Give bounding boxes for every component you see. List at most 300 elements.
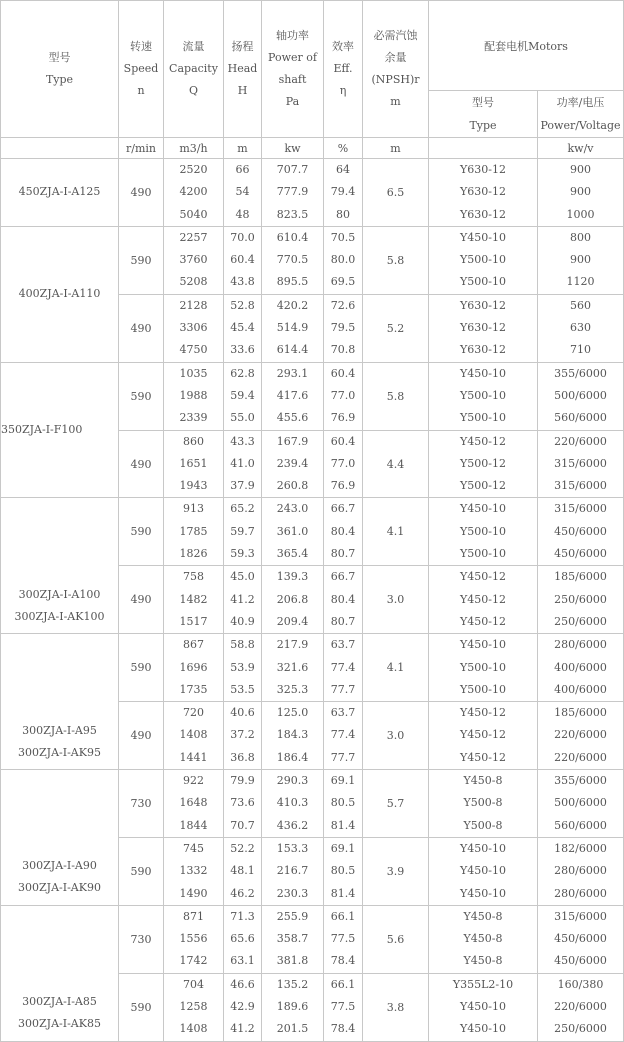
efficiency-value: 80.5 <box>330 864 356 878</box>
header-efficiency: 效率 Eff. η <box>324 1 363 138</box>
motor-power-value: 250/6000 <box>554 614 607 628</box>
motor-power-value: 900 <box>570 185 591 199</box>
power-value: 186.4 <box>276 750 309 764</box>
efficiency-cell <box>324 566 363 634</box>
power-cell <box>262 159 324 227</box>
power-list <box>262 838 323 905</box>
motor-type-value: Y500-10 <box>460 275 506 289</box>
motor-power-list <box>538 498 623 565</box>
motor-type-value: Y450-12 <box>460 706 506 720</box>
motor-type-cell <box>429 973 538 1041</box>
motor-power-list <box>538 702 623 769</box>
head-cell <box>224 634 262 702</box>
motor-type-list <box>429 770 537 837</box>
motor-type-value: Y500-10 <box>460 388 506 402</box>
capacity-value: 1490 <box>179 886 208 900</box>
head-value: 41.0 <box>230 456 255 470</box>
power-value: 777.9 <box>276 185 309 199</box>
speed-value: 490 <box>130 729 152 743</box>
capacity-list <box>164 431 223 498</box>
speed-cell <box>119 837 164 905</box>
capacity-cell <box>164 226 224 294</box>
head-value: 58.8 <box>230 638 255 652</box>
power-value: 417.6 <box>276 388 309 402</box>
efficiency-value: 63.7 <box>330 638 356 652</box>
head-value: 62.8 <box>230 366 255 380</box>
power-list <box>262 159 323 226</box>
motor-type-value: Y630-12 <box>460 207 506 221</box>
head-list <box>224 566 261 633</box>
speed-value: 590 <box>130 661 152 675</box>
capacity-value: 1408 <box>179 728 208 742</box>
motor-type-value: Y630-12 <box>460 185 506 199</box>
capacity-list <box>164 498 223 565</box>
header-power-of-shaft: 轴功率 Power of shaft Pa <box>262 1 324 138</box>
efficiency-list <box>324 498 362 565</box>
motor-power-cell <box>538 634 624 702</box>
head-value: 70.7 <box>230 818 255 832</box>
motor-type-cell <box>429 905 538 973</box>
power-value: 436.2 <box>276 818 309 832</box>
npsh-value: 3.8 <box>386 1000 405 1014</box>
power-list <box>262 498 323 565</box>
efficiency-value: 80.0 <box>330 253 356 267</box>
npsh-value: 5.8 <box>386 389 405 403</box>
motor-type-cell <box>429 362 538 430</box>
efficiency-value: 77.0 <box>330 388 356 402</box>
motor-type-value: Y630-12 <box>460 163 506 176</box>
motor-type-cell <box>429 634 538 702</box>
motor-type-value: Y630-12 <box>460 321 506 335</box>
capacity-value: 1696 <box>179 660 208 674</box>
capacity-list <box>164 702 223 769</box>
capacity-value: 745 <box>183 841 204 855</box>
power-cell <box>262 973 324 1041</box>
motor-power-cell <box>538 294 624 362</box>
head-cell <box>224 905 262 973</box>
head-value: 54 <box>235 185 250 199</box>
motor-type-cell <box>429 294 538 362</box>
motor-power-cell <box>538 498 624 566</box>
capacity-cell <box>164 702 224 770</box>
motor-type-cell <box>429 566 538 634</box>
power-cell <box>262 566 324 634</box>
efficiency-value: 63.7 <box>330 706 356 720</box>
unit-efficiency: % <box>324 138 363 159</box>
header-head: 扬程 Head H <box>224 1 262 138</box>
head-value: 41.2 <box>230 592 255 606</box>
motor-power-value: 800 <box>570 230 591 244</box>
motor-power-value: 250/6000 <box>554 1022 607 1036</box>
efficiency-list <box>324 838 362 905</box>
model-cell <box>1 634 119 770</box>
motor-type-value: Y450-8 <box>463 774 503 788</box>
motor-power-cell <box>538 837 624 905</box>
power-list <box>262 295 323 362</box>
capacity-value: 1648 <box>179 796 208 810</box>
efficiency-value: 80 <box>336 207 350 221</box>
motor-type-value: Y450-10 <box>460 864 506 878</box>
model-name: 400ZJA-I-A110 <box>18 287 101 301</box>
npsh-value: 4.1 <box>386 525 405 539</box>
capacity-cell <box>164 770 224 838</box>
efficiency-cell <box>324 634 363 702</box>
speed-cell <box>119 294 164 362</box>
head-value: 66 <box>235 163 250 176</box>
capacity-cell <box>164 905 224 973</box>
power-value: 410.3 <box>276 796 309 810</box>
motor-type-value: Y450-10 <box>460 841 506 855</box>
head-value: 59.7 <box>230 524 255 538</box>
table-row <box>1 226 624 294</box>
speed-cell <box>119 498 164 566</box>
capacity-value: 1844 <box>179 818 208 832</box>
model-name: 300ZJA-I-A95 <box>22 723 97 737</box>
model-cell <box>1 498 119 634</box>
motor-power-value: 185/6000 <box>554 570 607 584</box>
motor-type-list <box>429 906 537 973</box>
efficiency-list <box>324 566 362 633</box>
npsh-cell <box>363 430 429 498</box>
speed-cell <box>119 770 164 838</box>
motor-power-value: 220/6000 <box>554 750 607 764</box>
power-value: 325.3 <box>276 682 309 696</box>
motor-type-cell <box>429 837 538 905</box>
npsh-value: 5.6 <box>386 932 405 946</box>
power-value: 321.6 <box>276 660 309 674</box>
head-value: 45.0 <box>230 570 255 584</box>
motor-power-list <box>538 906 623 973</box>
motor-power-cell <box>538 226 624 294</box>
motor-type-value: Y450-10 <box>460 999 506 1013</box>
power-value: 216.7 <box>276 864 309 878</box>
npsh-value: 5.8 <box>386 253 405 267</box>
efficiency-cell <box>324 837 363 905</box>
motor-power-value: 280/6000 <box>554 864 607 878</box>
npsh-value: 5.2 <box>386 321 405 335</box>
power-value: 125.0 <box>276 706 309 720</box>
motor-power-cell <box>538 566 624 634</box>
motor-power-cell <box>538 973 624 1041</box>
motor-type-list <box>429 363 537 430</box>
motor-power-value: 450/6000 <box>554 547 607 561</box>
capacity-cell <box>164 362 224 430</box>
npsh-value: 5.7 <box>386 796 405 810</box>
motor-power-value: 900 <box>570 253 591 267</box>
motor-power-cell <box>538 702 624 770</box>
motor-power-list <box>538 566 623 633</box>
capacity-cell <box>164 498 224 566</box>
capacity-value: 2128 <box>179 298 208 312</box>
power-value: 361.0 <box>276 524 309 538</box>
head-list <box>224 431 261 498</box>
head-value: 48 <box>235 207 250 221</box>
speed-value: 730 <box>130 796 152 810</box>
npsh-value: 3.0 <box>386 593 405 607</box>
motor-power-value: 250/6000 <box>554 592 607 606</box>
power-value: 189.6 <box>276 999 309 1013</box>
power-value: 823.5 <box>276 207 309 221</box>
model-cell <box>1 770 119 906</box>
efficiency-value: 78.4 <box>330 1022 356 1036</box>
power-list <box>262 431 323 498</box>
power-value: 455.6 <box>276 411 309 425</box>
motor-power-value: 900 <box>570 163 591 176</box>
unit-head: m <box>224 138 262 159</box>
power-value: 243.0 <box>276 502 309 516</box>
power-value: 358.7 <box>276 932 309 946</box>
motor-type-value: Y450-12 <box>460 728 506 742</box>
motor-power-list <box>538 227 623 294</box>
power-value: 895.5 <box>276 275 309 289</box>
motor-type-value: Y500-10 <box>460 660 506 674</box>
head-list <box>224 634 261 701</box>
motor-type-value: Y450-12 <box>460 570 506 584</box>
capacity-list <box>164 838 223 905</box>
head-value: 59.4 <box>230 388 255 402</box>
motor-power-value: 560 <box>570 298 591 312</box>
capacity-value: 1826 <box>179 547 208 561</box>
unit-type <box>1 138 119 159</box>
head-value: 59.3 <box>230 547 255 561</box>
npsh-cell <box>363 634 429 702</box>
power-value: 167.9 <box>276 434 309 448</box>
motor-type-value: Y450-10 <box>460 1022 506 1036</box>
head-value: 53.9 <box>230 660 255 674</box>
efficiency-value: 70.8 <box>330 343 356 357</box>
efficiency-value: 69.1 <box>330 774 356 788</box>
head-list <box>224 295 261 362</box>
power-list <box>262 566 323 633</box>
table-body <box>1 159 624 1042</box>
power-list <box>262 770 323 837</box>
motor-type-value: Y450-10 <box>460 366 506 380</box>
model-names <box>1 855 118 899</box>
power-list <box>262 363 323 430</box>
efficiency-list <box>324 363 362 430</box>
motor-type-list <box>429 159 537 226</box>
motor-type-value: Y450-10 <box>460 886 506 900</box>
efficiency-value: 81.4 <box>330 886 356 900</box>
npsh-cell <box>363 566 429 634</box>
power-cell <box>262 226 324 294</box>
table-row <box>1 159 624 227</box>
motor-power-value: 182/6000 <box>554 841 607 855</box>
capacity-value: 720 <box>183 706 204 720</box>
capacity-cell <box>164 837 224 905</box>
power-value: 381.8 <box>276 954 309 968</box>
npsh-cell <box>363 226 429 294</box>
motor-type-list <box>429 702 537 769</box>
speed-value: 490 <box>130 321 152 335</box>
head-list <box>224 227 261 294</box>
motor-type-value: Y500-10 <box>460 524 506 538</box>
efficiency-list <box>324 295 362 362</box>
motor-power-list <box>538 770 623 837</box>
motor-power-value: 710 <box>570 343 591 357</box>
head-value: 43.3 <box>230 434 255 448</box>
power-value: 614.4 <box>276 343 309 357</box>
motor-power-list <box>538 431 623 498</box>
unit-capacity: m3/h <box>164 138 224 159</box>
motor-power-value: 355/6000 <box>554 774 607 788</box>
efficiency-cell <box>324 905 363 973</box>
npsh-cell <box>363 905 429 973</box>
capacity-value: 1988 <box>179 388 208 402</box>
efficiency-value: 79.5 <box>330 321 356 335</box>
speed-cell <box>119 430 164 498</box>
efficiency-list <box>324 906 362 973</box>
head-value: 46.6 <box>230 977 255 991</box>
motor-power-value: 1000 <box>566 207 595 221</box>
capacity-list <box>164 295 223 362</box>
capacity-value: 1332 <box>179 864 208 878</box>
npsh-value: 3.0 <box>386 729 405 743</box>
motor-power-value: 220/6000 <box>554 728 607 742</box>
motor-type-value: Y450-12 <box>460 750 506 764</box>
power-value: 217.9 <box>276 638 309 652</box>
power-cell <box>262 294 324 362</box>
motor-type-value: Y450-8 <box>463 954 503 968</box>
power-cell <box>262 634 324 702</box>
power-list <box>262 634 323 701</box>
unit-motor-type <box>429 138 538 159</box>
capacity-list <box>164 906 223 973</box>
speed-value: 590 <box>130 253 152 267</box>
motor-type-list <box>429 498 537 565</box>
efficiency-value: 77.4 <box>330 660 356 674</box>
head-value: 60.4 <box>230 253 255 267</box>
head-value: 71.3 <box>230 909 255 923</box>
power-value: 255.9 <box>276 909 309 923</box>
power-value: 206.8 <box>276 592 309 606</box>
efficiency-list <box>324 159 362 226</box>
head-value: 63.1 <box>230 954 255 968</box>
capacity-value: 3306 <box>179 321 208 335</box>
speed-cell <box>119 566 164 634</box>
motor-power-value: 400/6000 <box>554 660 607 674</box>
motor-power-value: 315/6000 <box>554 502 607 516</box>
model-name: 300ZJA-I-AK90 <box>18 881 101 895</box>
header-motor-power-voltage: 功率/电压 Power/Voltage <box>538 91 624 138</box>
capacity-value: 3760 <box>179 253 208 267</box>
motor-power-value: 1120 <box>566 275 595 289</box>
head-value: 65.6 <box>230 932 255 946</box>
efficiency-value: 76.9 <box>330 411 356 425</box>
model-name: 300ZJA-I-A85 <box>22 995 97 1009</box>
efficiency-value: 81.4 <box>330 818 356 832</box>
efficiency-value: 77.7 <box>330 750 356 764</box>
unit-npsh: m <box>363 138 429 159</box>
motor-power-list <box>538 838 623 905</box>
motor-type-list <box>429 838 537 905</box>
motor-type-value: Y450-12 <box>460 434 506 448</box>
efficiency-cell <box>324 159 363 227</box>
head-value: 43.8 <box>230 275 255 289</box>
motor-type-value: Y450-8 <box>463 932 503 946</box>
capacity-list <box>164 227 223 294</box>
header-motor-type: 型号 Type <box>429 91 538 138</box>
power-value: 514.9 <box>276 321 309 335</box>
head-value: 65.2 <box>230 502 255 516</box>
head-value: 55.0 <box>230 411 255 425</box>
head-value: 53.5 <box>230 682 255 696</box>
motor-power-value: 450/6000 <box>554 524 607 538</box>
efficiency-value: 72.6 <box>330 298 356 312</box>
motor-type-value: Y500-12 <box>460 456 506 470</box>
motor-type-cell <box>429 498 538 566</box>
header-npsh: 必需汽蚀 余量 (NPSH)r m <box>363 1 429 138</box>
efficiency-value: 66.7 <box>330 502 356 516</box>
power-list <box>262 702 323 769</box>
motor-power-value: 280/6000 <box>554 638 607 652</box>
power-value: 610.4 <box>276 230 309 244</box>
head-list <box>224 906 261 973</box>
model-names <box>1 419 118 441</box>
head-value: 73.6 <box>230 796 255 810</box>
head-value: 70.0 <box>230 230 255 244</box>
capacity-list <box>164 159 223 226</box>
motor-power-list <box>538 634 623 701</box>
power-value: 201.5 <box>276 1022 309 1036</box>
npsh-cell <box>363 159 429 227</box>
model-names <box>1 991 118 1035</box>
head-value: 36.8 <box>230 750 255 764</box>
header-capacity: 流量 Capacity Q <box>164 1 224 138</box>
efficiency-value: 78.4 <box>330 954 356 968</box>
motor-power-value: 185/6000 <box>554 706 607 720</box>
capacity-value: 1943 <box>179 479 208 493</box>
efficiency-value: 69.1 <box>330 841 356 855</box>
npsh-cell <box>363 294 429 362</box>
power-value: 420.2 <box>276 298 309 312</box>
motor-power-cell <box>538 362 624 430</box>
capacity-value: 1517 <box>179 614 208 628</box>
motor-type-list <box>429 634 537 701</box>
speed-value: 490 <box>130 593 152 607</box>
capacity-value: 922 <box>183 774 204 788</box>
model-name: 300ZJA-I-AK100 <box>14 609 105 623</box>
motor-power-value: 560/6000 <box>554 818 607 832</box>
power-value: 770.5 <box>276 253 309 267</box>
speed-cell <box>119 362 164 430</box>
motor-type-list <box>429 295 537 362</box>
capacity-cell <box>164 430 224 498</box>
head-list <box>224 838 261 905</box>
motor-power-list <box>538 295 623 362</box>
efficiency-value: 79.4 <box>330 185 356 199</box>
table-row <box>1 634 624 702</box>
motor-power-value: 280/6000 <box>554 886 607 900</box>
motor-type-cell <box>429 159 538 227</box>
motor-power-value: 315/6000 <box>554 456 607 470</box>
head-value: 40.6 <box>230 706 255 720</box>
motor-type-cell <box>429 430 538 498</box>
motor-power-value: 560/6000 <box>554 411 607 425</box>
unit-power: kw <box>262 138 324 159</box>
capacity-list <box>164 634 223 701</box>
motor-type-cell <box>429 226 538 294</box>
model-name: 300ZJA-I-A90 <box>22 859 97 873</box>
model-name: 350ZJA-I-F100 <box>1 423 83 437</box>
power-list <box>262 906 323 973</box>
speed-value: 590 <box>130 389 152 403</box>
motor-type-cell <box>429 702 538 770</box>
capacity-cell <box>164 973 224 1041</box>
motor-power-value: 450/6000 <box>554 954 607 968</box>
npsh-cell <box>363 973 429 1041</box>
motor-power-list <box>538 159 623 226</box>
